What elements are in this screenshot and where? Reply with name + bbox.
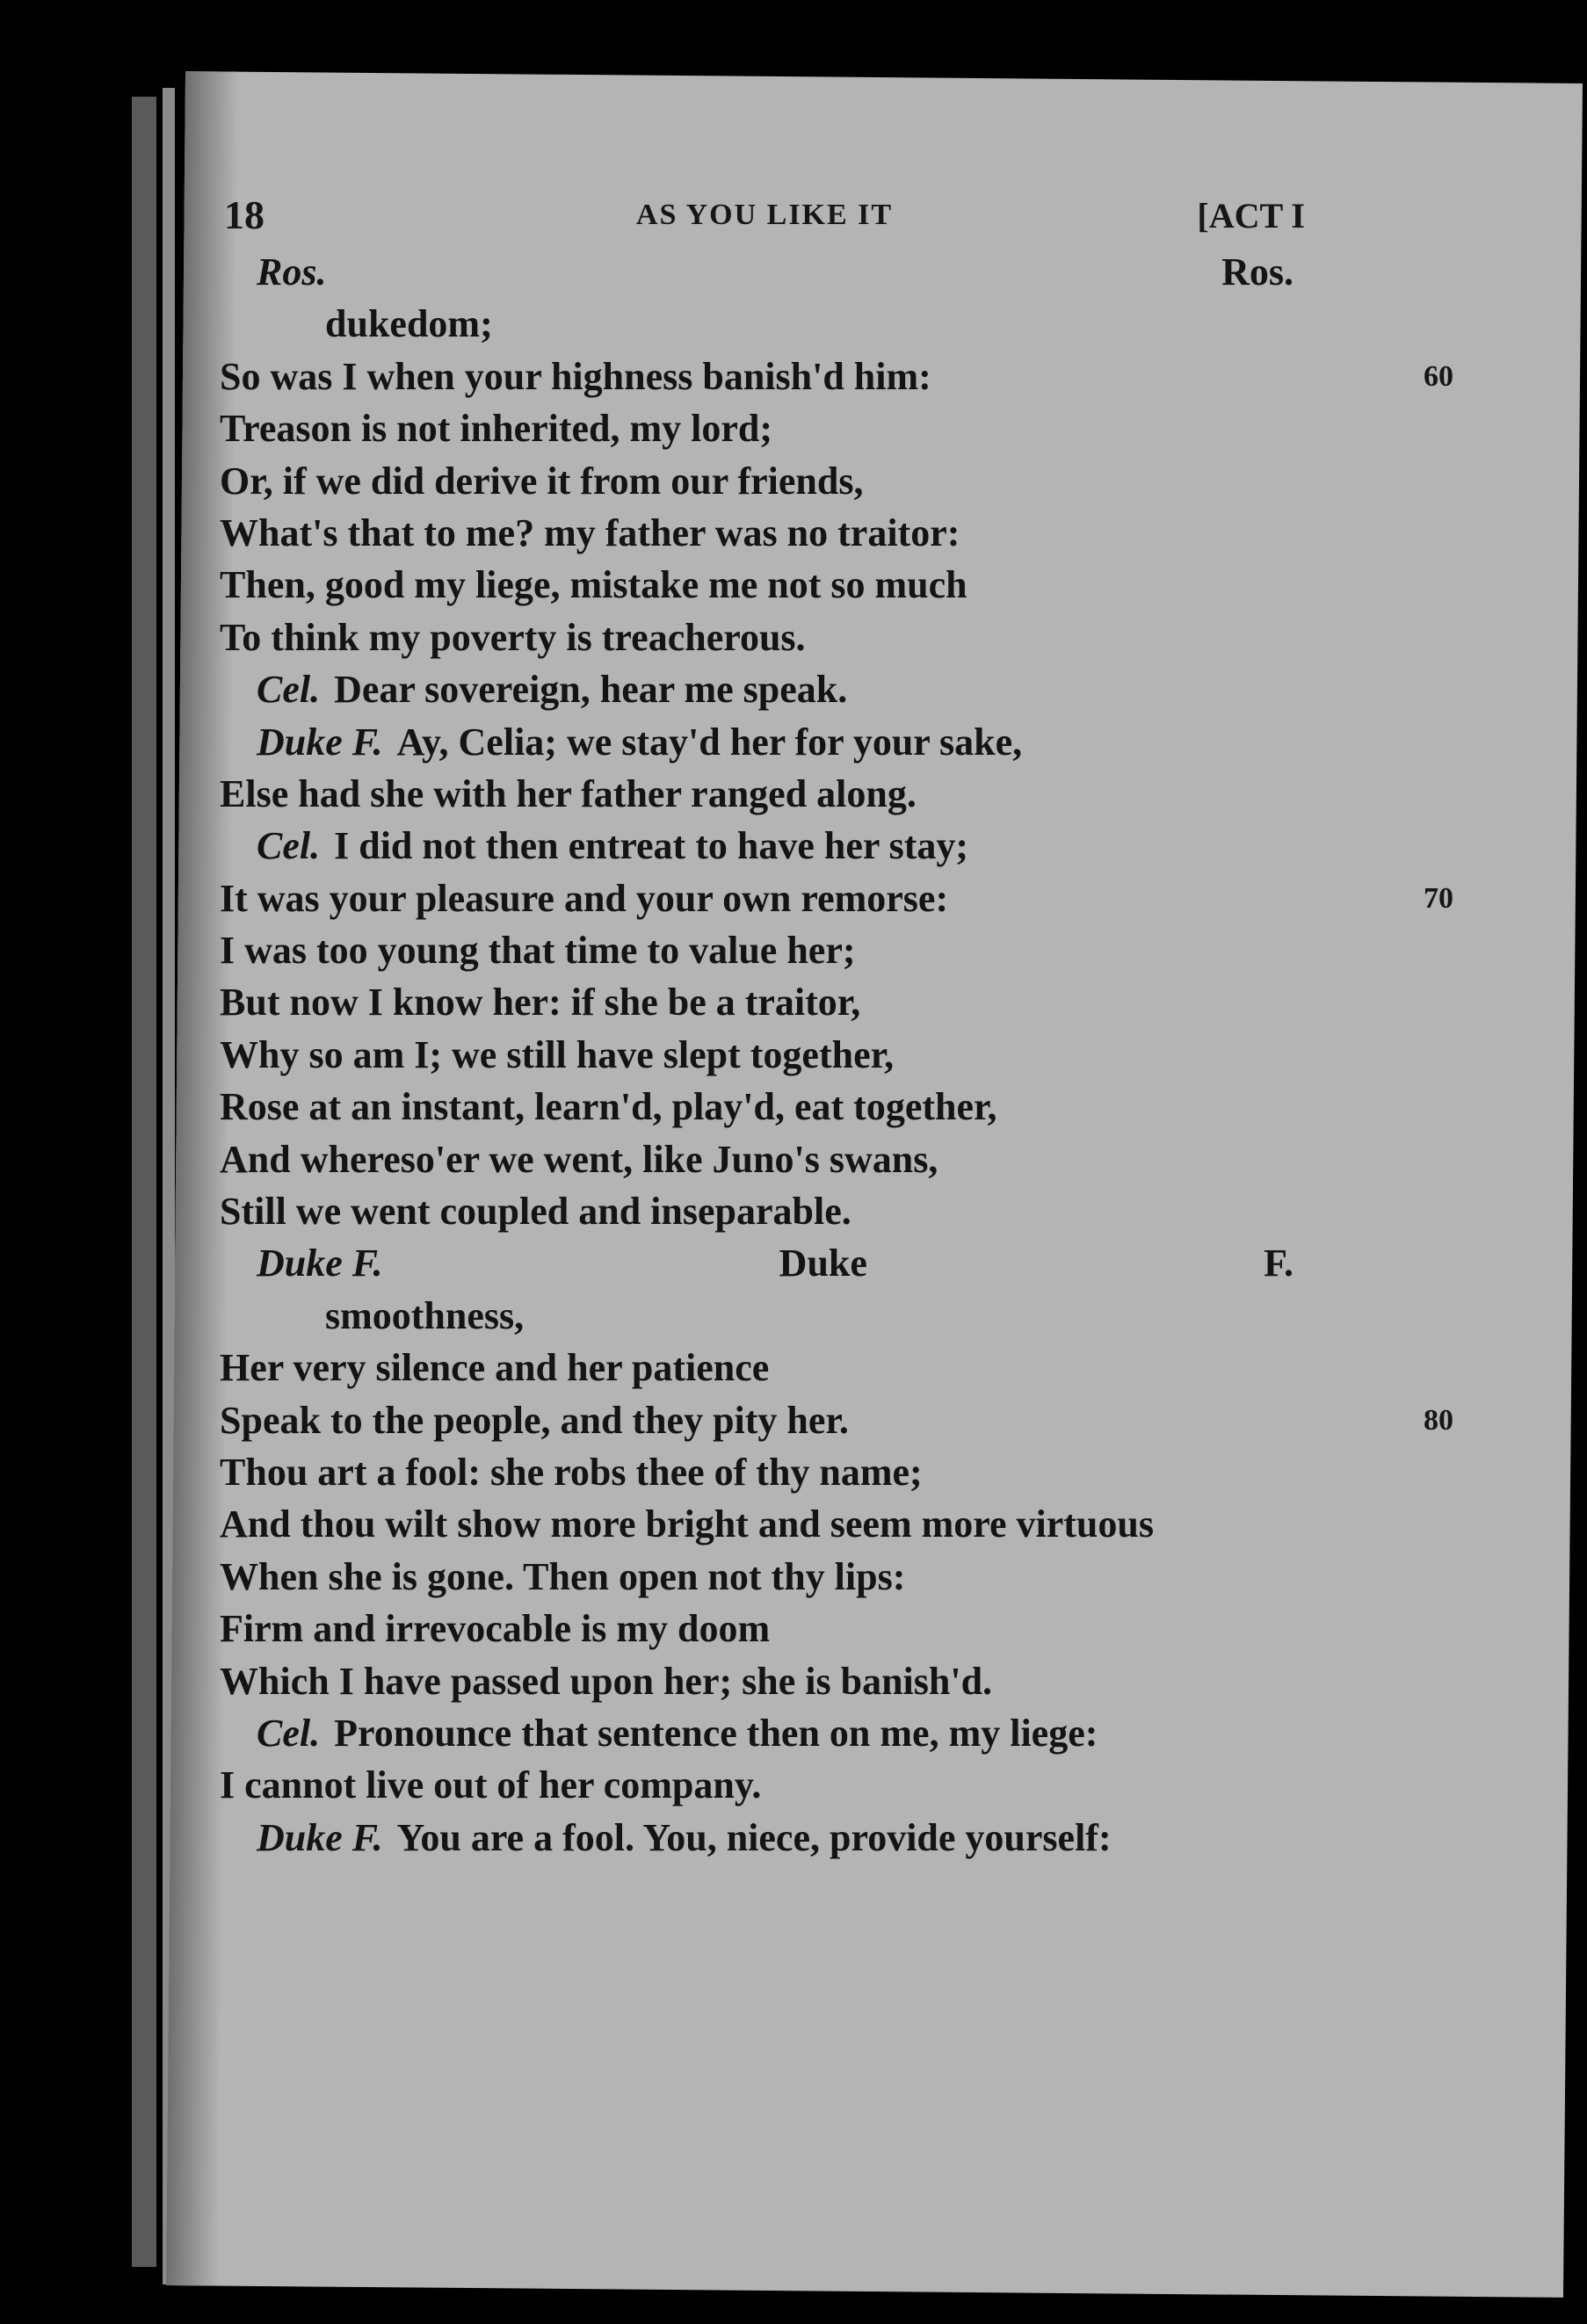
verse-line (220, 1551, 1274, 1603)
line-text: Speak to the people, and they pity her. (220, 1398, 849, 1442)
line-text: You are a fool. You, niece, provide yourself: (396, 1815, 1112, 1859)
word: Ros. (1221, 250, 1294, 293)
line-text: And thou wilt show more bright and seem more virtuous (220, 1502, 1154, 1546)
verse-line (220, 1498, 1274, 1550)
verse-line (220, 820, 1274, 872)
line-number: 80 (1424, 1403, 1453, 1437)
line-text: I cannot live out of her company. (220, 1763, 762, 1807)
line-text: Treason is not inherited, my lord; (220, 407, 773, 451)
verse-line (220, 1185, 1274, 1237)
verse-line (220, 1655, 1274, 1707)
verse-line (220, 768, 1274, 820)
page-number: 18 (224, 192, 264, 237)
word: Duke (779, 1242, 867, 1285)
line-text: It was your pleasure and your own remorse: (220, 876, 949, 920)
verse-line (220, 1812, 1274, 1864)
line-text: Pronounce that sentence then on me, my liege: (334, 1711, 1098, 1755)
act-marker: [ACT I (1197, 196, 1305, 235)
page-header (224, 192, 1305, 244)
running-title: AS YOU LIKE IT (635, 199, 894, 231)
verse-line (220, 1707, 1274, 1759)
verse-line (220, 924, 1274, 976)
verse-line (220, 1759, 1274, 1811)
verse-line (220, 1290, 1274, 1342)
line-text: But now I know her: if she be a traitor, (220, 981, 861, 1024)
verse-line (220, 612, 1274, 663)
verse-line (220, 1029, 1274, 1081)
justified-line (257, 246, 1294, 298)
line-text: What's that to me? my father was no traitor: (220, 510, 960, 554)
speaker-name: Duke F. (257, 720, 383, 764)
line-text: To think my poverty is treacherous. (220, 615, 806, 659)
line-text: Dear sovereign, hear me speak. (334, 668, 848, 712)
verse-line (220, 1446, 1274, 1498)
speaker-name: Cel. (257, 824, 321, 868)
verse-line (220, 455, 1274, 507)
line-text: Thou art a fool: she robs thee of thy name; (220, 1450, 923, 1494)
line-number: 60 (1424, 359, 1453, 393)
line-text: Still we went coupled and inseparable. (220, 1190, 851, 1234)
line-number: 70 (1424, 881, 1453, 915)
book-spine-shadow (132, 97, 156, 2267)
line-text: I was too young that time to value her; (220, 929, 856, 973)
verse-line (220, 507, 1274, 559)
justified-line (257, 1237, 1294, 1289)
speaker-name: Ros. (257, 250, 327, 293)
line-text: And whereso'er we went, like Juno's swans, (220, 1137, 938, 1181)
line-text: Why so am I; we still have slept together, (220, 1032, 895, 1076)
line-text: Else had she with her father ranged along. (220, 771, 917, 815)
verse-line (220, 559, 1274, 611)
line-text: Or, if we did derive it from our friends, (220, 459, 864, 503)
verse-line (220, 872, 1453, 924)
speaker-name: Cel. (257, 668, 321, 712)
verse-line (220, 716, 1274, 768)
line-text: Rose at an instant, learn'd, play'd, eat together, (220, 1085, 997, 1129)
play-text (220, 246, 1453, 1864)
verse-line (220, 1133, 1274, 1185)
verse-line (220, 1342, 1274, 1394)
line-text: Her very silence and her patience (220, 1346, 770, 1390)
speaker-name: Cel. (257, 1711, 321, 1755)
line-text: Then, good my liege, mistake me not so much (220, 563, 967, 607)
verse-line (220, 351, 1453, 402)
line-text: When she is gone. Then open not thy lips: (220, 1554, 906, 1598)
line-text: dukedom; (325, 302, 493, 346)
verse-line (220, 1237, 1294, 1289)
line-text: So was I when your highness banish'd him: (220, 354, 931, 398)
line-text: Ay, Celia; we stay'd her for your sake, (396, 720, 1023, 764)
line-text: I did not then entreat to have her stay; (334, 824, 969, 868)
verse-line (220, 402, 1274, 454)
verse-line (220, 1603, 1274, 1654)
verse-line (220, 663, 1274, 715)
line-text: Which I have passed upon her; she is banish'd. (220, 1659, 993, 1703)
line-text: Firm and irrevocable is my doom (220, 1607, 771, 1651)
speaker-name: Duke F. (257, 1815, 383, 1859)
speaker-name: Duke F. (257, 1242, 383, 1285)
verse-line (220, 246, 1294, 298)
verse-line (220, 1081, 1274, 1133)
verse-line (220, 976, 1274, 1028)
line-text: smoothness, (325, 1293, 525, 1337)
verse-line (220, 298, 1274, 350)
verse-line (220, 1394, 1453, 1446)
word: F. (1264, 1242, 1294, 1285)
